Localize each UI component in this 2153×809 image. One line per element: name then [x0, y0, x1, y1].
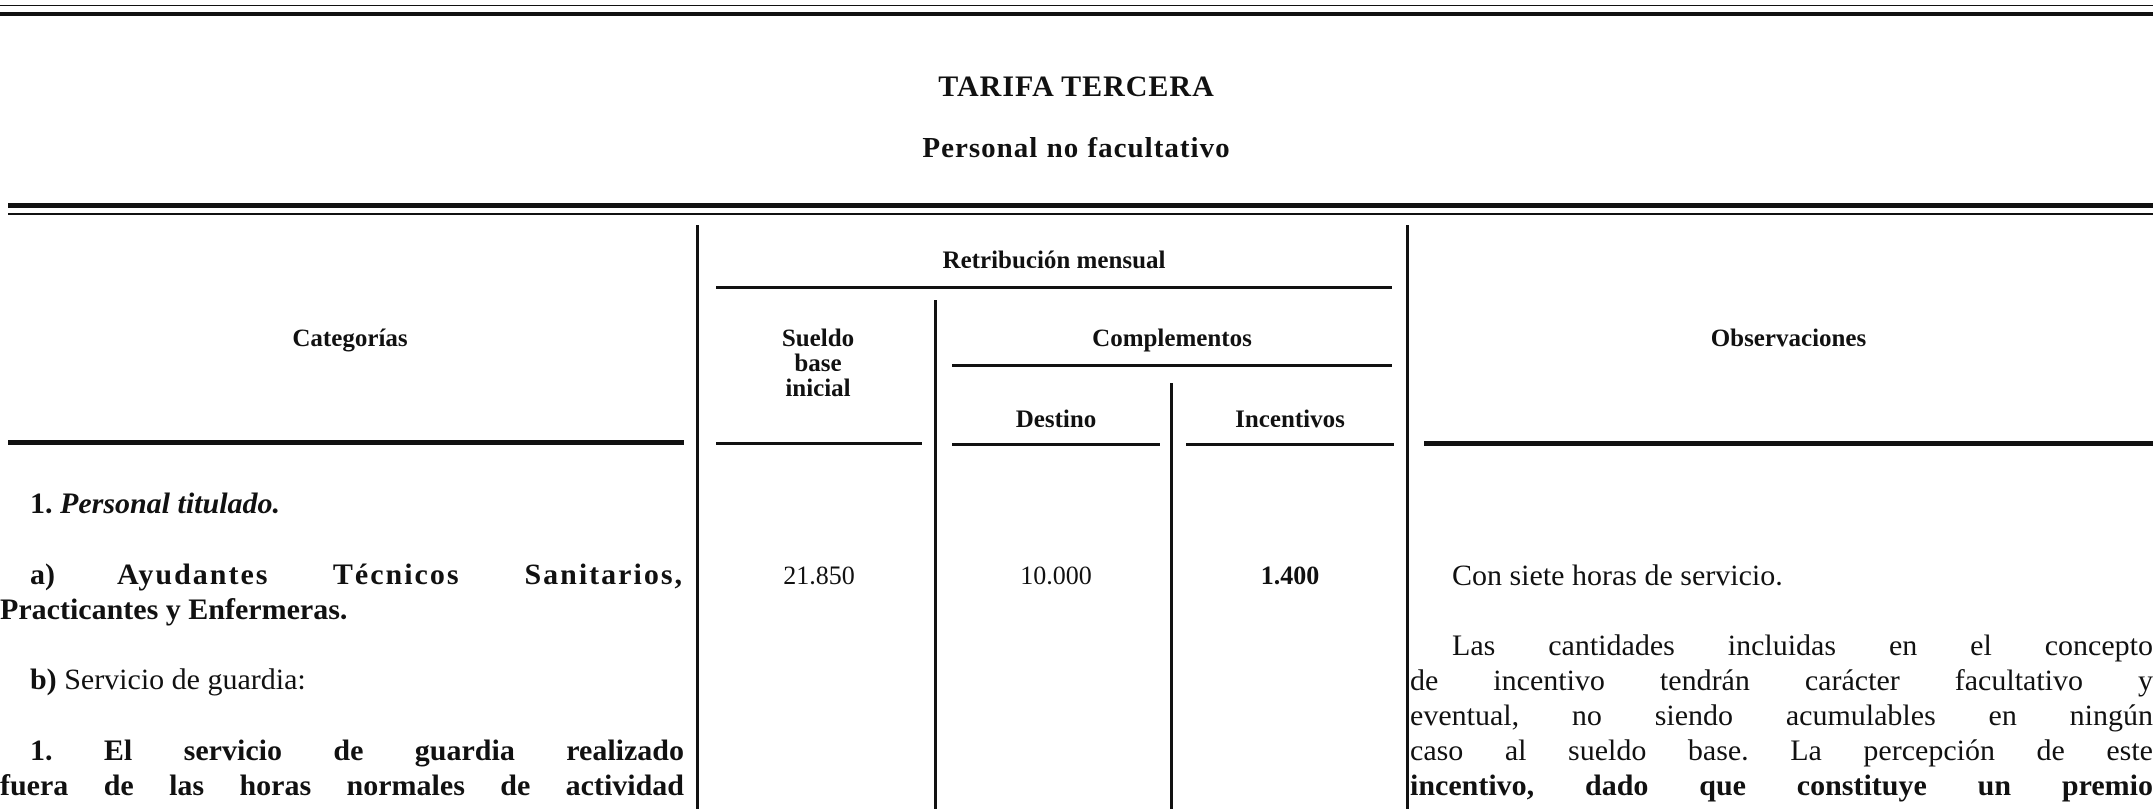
divider-sueldo: [934, 300, 937, 809]
header-complementos: Complementos: [1092, 325, 1252, 352]
row-a-observacion: Con siete horas de servicio.: [1452, 559, 1783, 592]
obs-line-4: caso al sueldo base. La percepción de este: [1410, 734, 2153, 767]
rule-under-observaciones: [1424, 441, 2153, 446]
row-b-category: [30, 662, 306, 697]
row-b-label: b): [30, 663, 57, 696]
divider-observaciones: [1406, 225, 1409, 809]
row-b1-line2: fuera de las horas normales de actividad: [0, 769, 684, 802]
row-a-sueldo: 21.850: [783, 561, 855, 590]
header-sueldo-line3: inicial: [785, 375, 851, 402]
rule-retribucion: [716, 286, 1392, 289]
header-rule-thick: [8, 203, 2153, 208]
page-subtitle: Personal no facultativo: [922, 132, 1231, 164]
row-a-destino: 10.000: [1020, 561, 1092, 590]
obs-line-3: eventual, no siendo acumulables en ningún: [1410, 699, 2153, 732]
divider-destino: [1170, 383, 1173, 809]
obs-line-5: incentivo, dado que constituye un premio: [1410, 769, 2153, 802]
top-rule-thick: [0, 12, 2153, 16]
header-sueldo: [716, 326, 920, 401]
section-label: Personal titulado.: [60, 487, 281, 520]
section-personal-titulado: [30, 486, 280, 521]
row-a-label: a): [30, 558, 55, 591]
row-a-category: [0, 557, 684, 627]
obs-line-2: de incentivo tendrán carácter facultativo y: [1410, 664, 2153, 697]
header-rule-thin: [8, 213, 2153, 215]
header-destino: Destino: [1015, 406, 1097, 433]
divider-categorias: [696, 225, 699, 809]
row-a-line1-wrap: [0, 557, 684, 592]
header-categorias: Categorías: [292, 325, 408, 352]
page-title: TARIFA TERCERA: [938, 70, 1215, 103]
rule-complementos: [952, 364, 1392, 367]
header-observaciones: Observaciones: [1710, 325, 1867, 352]
header-incentivos: Incentivos: [1235, 406, 1345, 433]
header-retribucion: Retribución mensual: [942, 247, 1166, 274]
row-a-line2: Practicantes y Enfermeras.: [0, 593, 348, 626]
header-sueldo-line2: base: [794, 350, 842, 377]
top-rule-thin: [0, 5, 2153, 6]
row-b-text: Servicio de guardia:: [64, 663, 306, 696]
rule-under-incentivos: [1186, 443, 1394, 446]
row-b1-category: [0, 733, 684, 803]
row-a-incentivos: 1.400: [1260, 561, 1320, 590]
row-a-line1: Ayudantes Técnicos Sanitarios,: [116, 558, 684, 591]
rule-under-sueldo: [716, 442, 922, 445]
section-number: 1.: [30, 487, 53, 520]
rule-under-categorias: [8, 440, 684, 445]
row-b1-line1: 1. El servicio de guardia realizado: [30, 734, 684, 767]
rule-under-destino: [952, 443, 1160, 446]
observaciones-paragraph: [1410, 628, 2153, 803]
obs-line-1: Las cantidades incluidas en el concepto: [1452, 629, 2153, 662]
header-sueldo-line1: Sueldo: [781, 325, 855, 352]
